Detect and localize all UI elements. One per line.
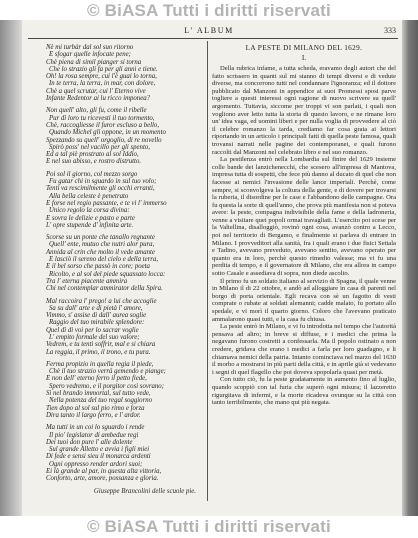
poem-line: Ei là grande al par, in questa alta vittoria, <box>46 468 162 476</box>
poem-line: L' opre stupende d' infinita arte. <box>46 221 134 229</box>
poem-line: Vedrem, e tu tenti soffrir, mal e si chiara <box>46 341 156 349</box>
poem-line: Mal raccoira l' prego! a lui che accoglie <box>46 297 157 305</box>
poem-line: Nè mi turbàr dal sol suo ritorno <box>46 44 134 51</box>
poem-line: Ferma propizio in quella regia il piede, <box>46 360 154 368</box>
poem-line: Annida al crin che molto il vede amante <box>46 248 155 256</box>
poem-line: Tra l' eterna piacente ammira <box>46 277 128 285</box>
page-number: 333 <box>384 26 396 35</box>
article-paragraph: La peste entrò in Milano, e vi fu introdotta nel tempo che l'autorità pensava ad altro; in breve si diffuse, e i medici che prima la negavano furono costretti a confessarla. Ma il popolo ostinato a non credere, gridava che erano i medici a farla per loro guadagno, e li chiamava nemici della patria. Intanto cominciava nel marzo del 1630 il morbo a mostrarsi in più parti della città, e in aprile già si vedevano i segni di quel flagello che poi doveva spopolarla quasi per metà. <box>212 323 396 376</box>
poem-line: E non dell' eterno ferro il petto fiede, <box>46 375 147 383</box>
poem-line: Spero vedremo, e il porgitor così sovrano; <box>49 382 164 390</box>
watermark-bottom: © BiASA Tutti i diritti riservati <box>87 517 331 536</box>
poem-line: Chè piena di simil pianger si torna <box>46 58 142 66</box>
poem-line: Conforto, arte, amore, possanza e gloria. <box>46 475 159 483</box>
poem-stanza <box>30 44 202 102</box>
poem-line: E nel suo abisso, e rostro distrutto. <box>46 158 142 166</box>
journal-title: L' ALBUM <box>184 26 234 35</box>
poem-line: Pur dì loro tu ricevesti il tuo tormento, <box>49 114 155 122</box>
poem-line: Sul grande Alletto e avvia i figli miei <box>49 446 150 454</box>
watermark-top: © BiASA Tutti i diritti riservati <box>87 1 331 20</box>
poem-line: Unico regolo la corsa divina: <box>49 207 130 215</box>
poem-line: Non quell' alto, gli fu, come il ribelle <box>46 107 147 115</box>
poem-line: Chi nel contemplar ammirator della Spira. <box>46 285 163 293</box>
poem-line: Tenti va rescimilmente gli occhi erranti, <box>46 185 155 193</box>
poem-line: Ogni oppresso render ardori suoi; <box>49 460 143 468</box>
poem-line: Quel dì di voi per lo sacrar voglie <box>46 326 139 334</box>
poem-line: Quando Michel gli oppone, in un momento <box>49 129 166 137</box>
poem-line: Dira tanto il largo ferro, e l' ardor. <box>46 411 141 419</box>
poem-line: Raggio del tuo mirabile splendore: <box>49 319 145 327</box>
poem-signature: Giuseppe Brancolini delle scuole pie. <box>93 487 196 495</box>
poem-line: Scorse su un ponte che tanallo regnante <box>46 234 155 242</box>
article-paragraph: Della rubrica infame, a tutta scheda, eravamo degli autori che del fatto scrissero in quanti sul mi stanno di tempi diversi e di vedute diverse, ma concorrono tutti nel condannare l'ignoranza; ed il dottore pubblicato dal Manzoni in appendice ai suoi Promessi sposi parve togliere a questi interessi ogni ragione di nuovo scrivere su quell' argomento. Tuttavia, siccome per troppi vi son parlati, i quali non vogliono aver letto tutta la storia di questo lavoro, e ne rimane loro un' idea vaga, ed uomini liberi e per nulla voglia di provvedere al ciò il celebre romanzo la tarda, crediamo far cosa grata ai lettori riportando in un articolo i principali fatti di quella peste famosa, quali trovansi narrati nelle pagine dei contemporanei, e quali furono raccolti dal Manzoni nel celebrato libro e nel suo romanzo. <box>212 65 396 156</box>
poem-line: Che lo strazio gli fa per gli anni e tiene. <box>49 65 158 73</box>
poem-stanza <box>30 361 202 419</box>
poem-line: Chè a quel scrutar, cui l' Eterno vive <box>46 87 146 95</box>
poem-line: Tien dopo al sol sul pio rimo e forza <box>46 404 145 412</box>
poem-line: E il bel sorso che passò in core; poeta <box>46 263 150 271</box>
poem-line: Spirò poss' nel vacillo per gli spento, <box>49 143 150 151</box>
poem-line: Dei tuoi don pure l' alle dolente <box>46 438 133 446</box>
article-column <box>212 44 396 407</box>
poem-line: Fu gatar chi in sguardo in sul tuo volo; <box>49 178 157 186</box>
poem-line: Ricolto, e al sol del piede squassato locca: <box>49 270 166 278</box>
article-section-number: I. <box>301 53 307 62</box>
poem-line: Sì nel brando immortal, sul tutto vede, <box>46 390 151 398</box>
article-title: LA PESTE DI MILANO DEL 1629. <box>245 44 363 52</box>
poem-line: Poi sol il giorno, col mezzo sorgo <box>46 170 138 178</box>
poem-line: E lasciò il sereno del cielo e della terra, <box>49 256 159 264</box>
poem-line: Ma tutti in un coi lo sguardo i rende <box>46 424 145 432</box>
poem-line: Nella potenza del tuo regal soggiorno <box>49 397 153 405</box>
poem-stanza <box>30 234 202 292</box>
poem-stanza <box>30 171 202 229</box>
poem-line: E sovra le delizie e pasto e parte <box>46 214 135 222</box>
poem-line: E sfogar quelle infocate pene; <box>49 51 131 59</box>
poem-column <box>30 44 202 495</box>
poem-line: Il pio' legislator di ambedue regi <box>49 431 139 439</box>
poem-line: Oh! la rosa sempre, cui l'è guai lo torna, <box>46 73 157 81</box>
article-paragraph: Con tutto ciò, fu la peste gradatamente in aumento fino al luglio, quando scoppiò con tal furia che superò ogni misura; il lazzeretto rigurgitava di infermi, e la morte ricadeva ovunque su la città con tanto terribilmente, che mano qui più negata. <box>212 376 396 407</box>
column-divider <box>207 41 208 501</box>
header-rule <box>28 38 398 39</box>
poem-stanza <box>30 424 202 482</box>
poem-line: Di fede e sensi sieu il monarca ardenti <box>46 453 151 461</box>
poem-line: Vimmo, s' assise di dall' aurea soglie <box>46 312 147 320</box>
scan-edge-right <box>401 20 418 516</box>
poem-line: In te terra, la terra, in mar, con dolore, <box>49 80 156 88</box>
poem-line: Chè, raccogliesse il furor escluso a bello, <box>46 121 160 129</box>
poem-line: Ed a tal piè prostrato al sol Iddio, <box>46 151 139 159</box>
poem-line: E forse nel regio passante, e te vi l' immerso <box>46 199 167 207</box>
poem-line: Alla bella celeste è penetrato <box>49 192 129 200</box>
poem-line: Quell' ente, mutuo che nutri alor pura, <box>49 241 155 249</box>
poem-line: La reggia, il primo, il trono, e tu pura. <box>46 348 151 356</box>
poem-line: Spezzando su quell' orgoglio, di re novello <box>46 136 162 144</box>
poem-line: Sa su dall' arte e di pietà l' amore, <box>49 304 143 312</box>
poem-line: Infante Redentor ai lu ricco imponea? <box>46 95 151 103</box>
poem-line: L' empito formale del suo valore; <box>49 333 140 341</box>
poem-stanza <box>30 107 202 165</box>
poem-line: Chè il tuo strazio verrà gemendo e piange; <box>49 368 166 376</box>
article-paragraph: Il primo fu un soldato italiano al servizio di Spagna, il quale venne in Milano il di 22 ottobre, e andò ad alloggiare in casa di parenti nel borgo di porta orientale. Egli recava con sè un fagotto di vesti comprate o rubate ai soldati alemanni; cadde malato, fu portato allo spedale, e vi morì il quarto giorno. Coloro che l'avevano praticato ammalarono quasi tutti, e la casa fu chiusa. <box>212 277 396 323</box>
article-paragraph: La pestilenza entrò nella Lombardia sul finire del 1629 insieme colle bande dei lanzichenecchi, che scesero all'impresa di Mantova, impresa tutta di sospetti, che fece più danno al ducato di quel che non facesse ai nemici l'invasione delle lance imperiali. Perchè, come sempre, si sconvolgeva la coltura della gente, e di dovere per trovarsi la ruberia, il disordine per le case e l'abbandono delle campagne. Ora fu questa la sorte di quell'anno, che prova più manifesta non si poteva avere: la peste, compagna indivisibile della fame e della ladroneria, venne a visitare quei popoli ormai travagliati. L'esercito poi scese per la Valtellina, disalloggiò, rovinò ogni cosa, avanzò contro a Lecco, poi nel territorio di Bergamo, e finalmente si parlava di entrare in Milano. I provveditori alla sanità, fra i quali erano i due fisici Settala e Tadino, avevano preveduto, avevano sentito, avevano operato per quanto era in loro, perchè questo rimedio valesse; ma vi fu una perdita di tempo, e il governatore di Milano, che era allora in campo sotto Casale e assediava di sopra, non diede ascolto. <box>212 156 396 278</box>
scan-edge-left <box>0 20 24 516</box>
poem-stanza <box>30 298 202 356</box>
